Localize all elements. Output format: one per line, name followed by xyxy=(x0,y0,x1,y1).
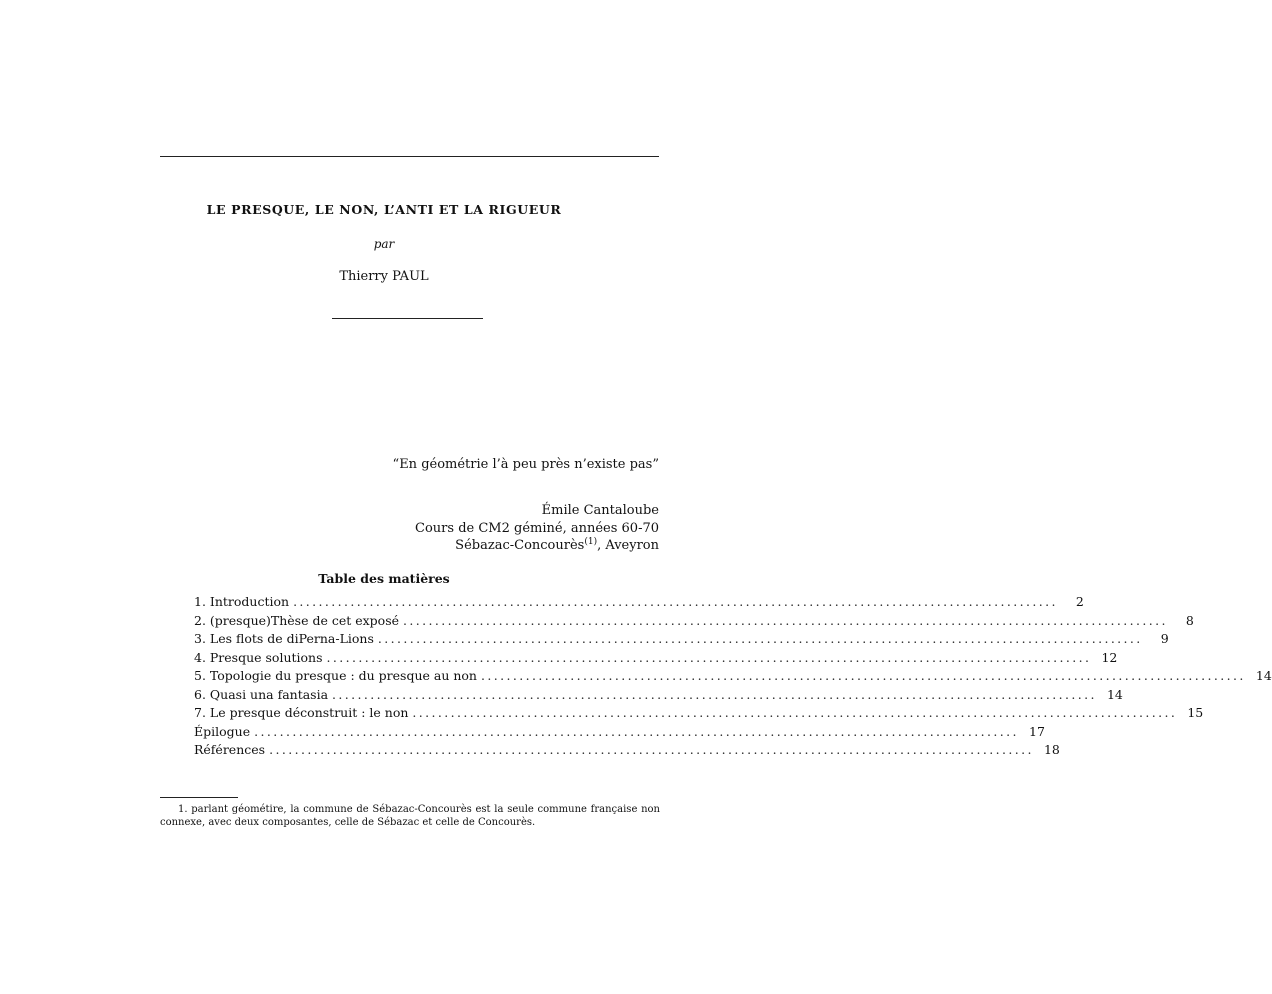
toc-leader-dots: ........................................................................................................................ xyxy=(293,594,1058,609)
author-name: Thierry PAUL xyxy=(339,269,429,284)
byline-par: par xyxy=(373,237,395,251)
toc-leader-dots: ........................................................................................................................ xyxy=(332,686,1097,702)
toc-entry[interactable] xyxy=(194,705,1204,724)
toc-leader-dots: ........................................................................................................................ xyxy=(480,668,1246,683)
toc-entry-label: 6. Quasi una fantasia xyxy=(194,686,329,702)
toc-leader-dots: ........................................................................................................................ xyxy=(412,705,1178,720)
toc-leader-dots: ........................................................................................................................ xyxy=(403,612,1168,628)
toc-entry-page: 14 xyxy=(1255,668,1272,683)
toc-leader-dots: ........................................................................................................................ xyxy=(377,631,1143,646)
toc-entry-page: 8 xyxy=(1185,612,1194,628)
epigraph-quote: “En géométrie l’à peu près n’existe pas” xyxy=(392,457,659,472)
footnote-rule xyxy=(160,797,238,798)
toc-entry[interactable] xyxy=(194,668,1272,687)
attribution-line-2: Cours de CM2 géminé, années 60-70 xyxy=(415,520,659,536)
toc-entry-label: Références xyxy=(194,742,266,757)
toc-entry-page: 12 xyxy=(1101,649,1118,665)
toc-entry-page: 18 xyxy=(1043,742,1060,757)
toc-entry-label: 1. Introduction xyxy=(194,594,290,609)
attribution-place: Sébazac-Concourès xyxy=(455,538,585,553)
toc-entry-page: 9 xyxy=(1160,631,1169,646)
toc-entry-label: 4. Presque solutions xyxy=(194,649,323,665)
toc-entry-page: 17 xyxy=(1029,723,1045,739)
footnote-marker[interactable]: (1) xyxy=(584,537,598,547)
toc-entry-page: 2 xyxy=(1075,594,1084,609)
top-rule xyxy=(160,156,659,157)
toc-entry-label: 2. (presque)Thèse de cet exposé xyxy=(194,612,400,628)
attribution-name: Émile Cantaloube xyxy=(541,503,659,518)
toc-entry[interactable] xyxy=(194,631,1169,650)
toc-leader-dots: ........................................................................................................................ xyxy=(326,649,1092,665)
toc-entry[interactable] xyxy=(194,649,1118,669)
toc-entry[interactable] xyxy=(194,723,1045,743)
toc-leader-dots: ........................................................................................................................ xyxy=(269,742,1034,757)
toc-entry[interactable] xyxy=(194,612,1194,632)
epigraph-attribution xyxy=(415,502,659,555)
toc-entry-label: Épilogue xyxy=(194,723,251,739)
toc-leader-dots: ........................................................................................................................ xyxy=(254,723,1019,739)
toc-entry-page: 15 xyxy=(1187,705,1204,720)
attribution-region: , Aveyron xyxy=(597,538,659,553)
paper-title: LE PRESQUE, LE NON, L’ANTI ET LA RIGUEUR xyxy=(206,202,562,217)
toc-entry-label: 7. Le presque déconstruit : le non xyxy=(194,705,409,720)
toc-heading: Table des matières xyxy=(318,571,450,586)
toc-entry-page: 14 xyxy=(1106,686,1123,702)
toc-entry[interactable] xyxy=(194,686,1123,706)
table-of-contents xyxy=(194,594,1272,761)
toc-entry-label: 5. Topologie du presque : du presque au non xyxy=(194,668,477,683)
toc-entry[interactable] xyxy=(194,742,1060,761)
attribution-line-3 xyxy=(415,537,659,555)
footnote: 1. parlant géométire, la commune de Sébazac-Concourès est la seule commune française non connexe, avec deux composantes, celle de Sébazac et celle de Concourès. xyxy=(160,804,660,828)
title-separator-rule xyxy=(332,318,483,319)
toc-entry-label: 3. Les flots de diPerna-Lions xyxy=(194,631,374,646)
toc-entry[interactable] xyxy=(194,594,1084,613)
